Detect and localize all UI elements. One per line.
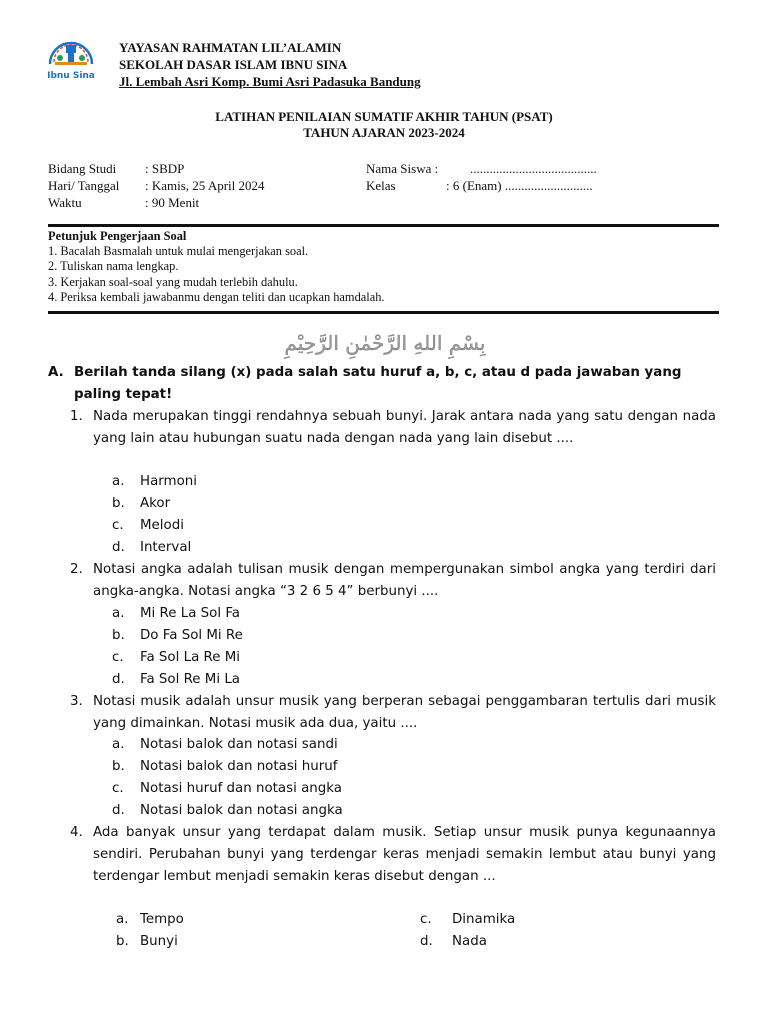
instruction-item: 4. Periksa kembali jawabanmu dengan teliti dan ucapkan hamdalah. [48,289,385,304]
subject-value: : SBDP [145,161,185,176]
class-value: : 6 (Enam) ........................... [446,178,593,193]
school-logo [42,40,100,82]
question-number: 4. [70,825,83,840]
exam-year: TAHUN AJARAN 2023-2024 [303,125,465,140]
divider-top [48,224,719,227]
exam-title: LATIHAN PENILAIAN SUMATIF AKHIR TAHUN (PSAT) [215,109,553,124]
instruction-item: 3. Kerjakan soal-soal yang mudah terlebih dahulu. [48,274,298,289]
school-name: SEKOLAH DASAR ISLAM IBNU SINA [119,57,348,72]
instruction-item: 2. Tuliskan nama lengkap. [48,259,179,274]
question-number: 2. [70,562,83,577]
school-address: Jl. Lembah Asri Komp. Bumi Asri Padasuka Bandung [119,74,421,89]
bismillah-text: بِسْمِ اللهِ الرَّحْمٰنِ الرَّحِيْمِ [284,331,486,355]
date-value: : Kamis, 25 April 2024 [145,178,265,193]
section-letter: A. [48,365,64,380]
subject-label: Bidang Studi [48,161,117,176]
question-number: 1. [70,409,83,424]
time-value: : 90 Menit [145,195,200,210]
class-label: Kelas [366,178,396,193]
question-text: Nada merupakan tinggi rendahnya sebuah bunyi. Jarak antara nada yang satu dengan nada yang lain atau hubungan suatu nada dengan nada yang lain disebut .... [93,409,716,446]
instructions-heading: Petunjuk Pengerjaan Soal [48,229,187,243]
divider-bottom [48,311,719,314]
instruction-item: 1. Bacalah Basmalah untuk mulai mengerjakan soal. [48,244,309,259]
logo-text: Ibnu Sina [47,71,95,81]
time-label: Waktu [48,195,82,210]
question-number: 3. [70,694,83,709]
instructions [48,229,385,305]
foundation-name: YAYASAN RAHMATAN LIL’ALAMIN [119,40,342,55]
name-label: Nama Siswa : [366,161,439,176]
section-text: Berilah tanda silang (x) pada salah satu huruf a, b, c, atau d pada jawaban yang paling tepat! [74,365,682,402]
question-text: Ada banyak unsur yang terdapat dalam musik. Setiap unsur musik punya kegunaannya sendiri. Perubahan bunyi yang terdengar keras menjadi semakin lembut atau bunyi yang terdengar lembut menjadi semakin keras disebut dengan ... [93,825,716,884]
bismillah-calligraphy [270,326,500,365]
name-field: ....................................... [470,161,597,176]
question-text: Notasi angka adalah tulisan musik dengan mempergunakan simbol angka yang terdiri dari angka-angka. Notasi angka “3 2 6 5 4” berbunyi .... [93,562,716,599]
date-label: Hari/ Tanggal [48,178,120,193]
question-text: Notasi musik adalah unsur musik yang berperan sebagai penggambaran tertulis dari musik yang dimainkan. Notasi musik ada dua, yaitu .... [93,694,716,731]
